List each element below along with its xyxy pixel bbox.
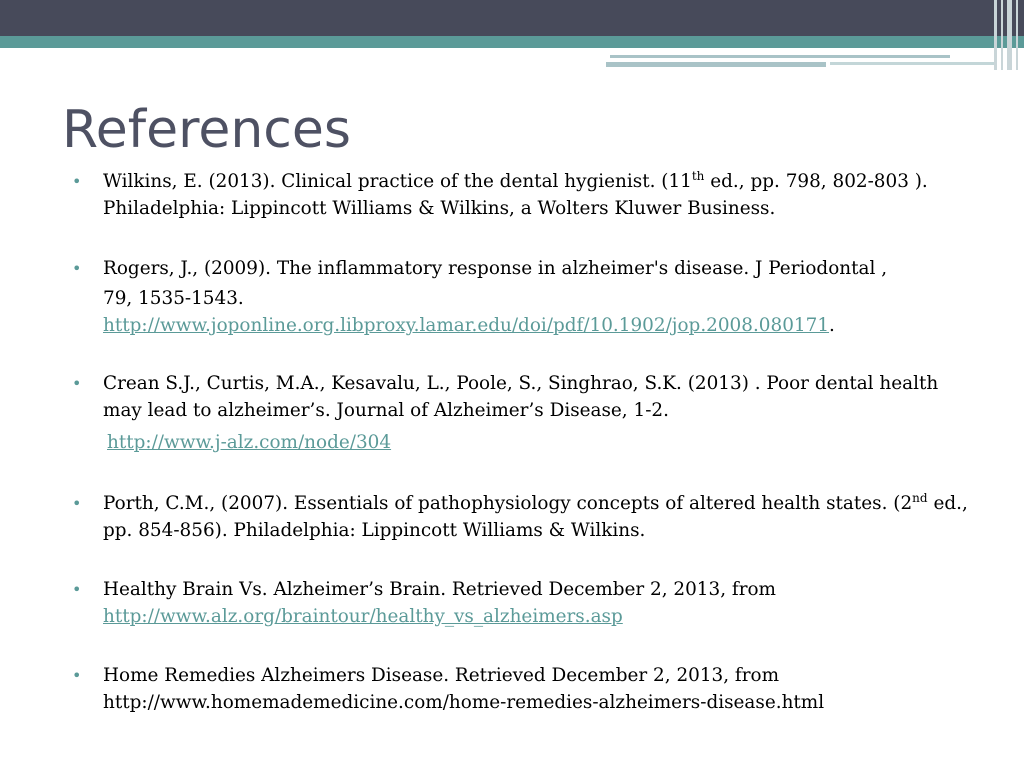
reference-text: 79, 1535-1543. — [103, 288, 244, 309]
decor-stripes — [990, 0, 1024, 70]
list-item — [72, 370, 972, 456]
reference-text: Crean S.J., Curtis, M.A., Kesavalu, L., Poole, S., Singhrao, S.K. (2013) . Poor dental health may lead to alzheimer’s. Journal of Alzheimer’s Disease, 1-2. — [103, 373, 939, 421]
reference-text: ed., pp. 798, 802-803 ). Philadelphia: Lippincott Williams & Wilkins, a Wolters Kluwer Business. — [103, 171, 928, 219]
list-item — [72, 490, 972, 544]
reference-text: . — [829, 315, 835, 336]
bullet-icon: • — [72, 666, 82, 685]
list-item — [72, 576, 972, 630]
reference-text: Rogers, J., (2009). The inflammatory response in alzheimer's disease. J Periodontal , — [103, 258, 888, 279]
bullet-icon: • — [72, 580, 82, 599]
superscript: th — [691, 168, 705, 183]
list-item — [72, 662, 972, 716]
reference-text: Home Remedies Alzheimers Disease. Retrieved December 2, 2013, from http://www.homemademedicine.com/home-remedies-alzheimers-disease.html — [103, 665, 825, 713]
reference-list — [72, 168, 972, 716]
list-item — [72, 168, 972, 222]
decor-line — [830, 62, 996, 65]
reference-text: Healthy Brain Vs. Alzheimer’s Brain. Retrieved December 2, 2013, from — [103, 579, 776, 600]
list-item — [72, 255, 972, 339]
bullet-icon: • — [72, 494, 82, 513]
decor-line — [610, 55, 950, 58]
reference-text: Wilkins, E. (2013). Clinical practice of the dental hygienist. (11 — [103, 171, 692, 192]
decor-line — [606, 62, 826, 67]
reference-text: Porth, C.M., (2007). Essentials of pathophysiology concepts of altered health states. (2 — [103, 493, 913, 514]
reference-link[interactable]: http://www.j-alz.com/node/304 — [107, 432, 392, 453]
reference-link[interactable]: http://www.joponline.org.libproxy.lamar.edu/doi/pdf/10.1902/jop.2008.080171 — [103, 315, 830, 336]
bullet-icon: • — [72, 172, 82, 191]
bullet-icon: • — [72, 259, 82, 278]
reference-text: ed., pp. 854-856). Philadelphia: Lippincott Williams & Wilkins. — [103, 493, 968, 541]
superscript: nd — [912, 490, 928, 505]
header-bar — [0, 0, 1024, 36]
reference-link[interactable]: http://www.alz.org/braintour/healthy_vs_alzheimers.asp — [103, 606, 623, 627]
page-title: References — [62, 100, 351, 160]
accent-band — [0, 36, 1024, 48]
bullet-icon: • — [72, 374, 82, 393]
